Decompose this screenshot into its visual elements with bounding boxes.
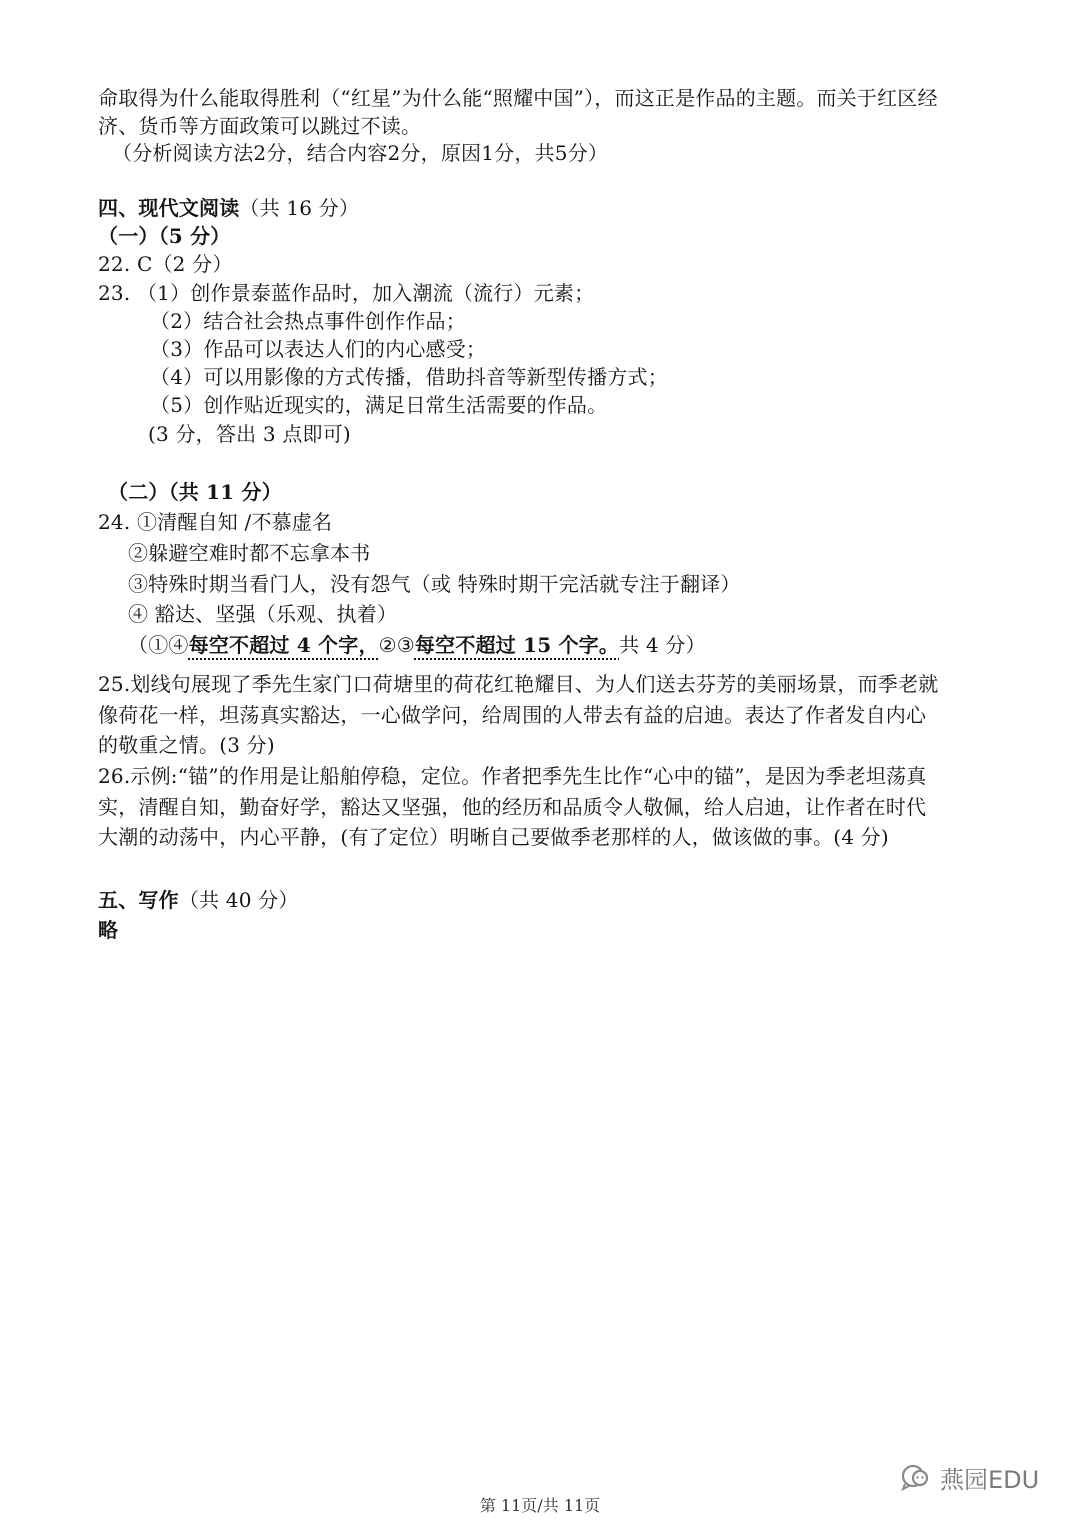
answer-24-item-4: ④ 豁达、坚强（乐观、执着） [128, 602, 398, 626]
section-score: （共 16 分） [239, 196, 360, 220]
section-title: 四、现代文阅读 [98, 196, 240, 220]
answer-23-item-1: 23. （1）创作景泰蓝作品时，加入潮流（流行）元素； [98, 281, 595, 305]
subsection-heading-1: （一）（5 分） [98, 224, 231, 248]
answer-24-item-3: ③特殊时期当看门人，没有怨气（或 特殊时期干完活就专注于翻译） [128, 572, 741, 596]
answer-26-line: 26.示例:“锚”的作用是让船舶停稳，定位。作者把季先生比作“心中的锚”，是因为季老坦荡真 [98, 764, 927, 788]
section-heading-4 [98, 194, 359, 222]
paragraph-line: 命取得为什么能取得胜利（“红星”为什么能“照耀中国”），而这正是作品的主题。而关于红区经 [98, 86, 938, 110]
score-note: （分析阅读方法2分，结合内容2分，原因1分，共5分） [112, 141, 609, 165]
answer-23-item-4: （4）可以用影像的方式传播，借助抖音等新型传播方式； [150, 365, 668, 389]
paragraph-line: 济、货币等方面政策可以跳过不读。 [98, 114, 422, 138]
note-emphasis: 每空不超过 15 个字。 [414, 633, 620, 657]
section-5-body: 略 [98, 918, 119, 942]
answer-26-line: 实，清醒自知，勤奋好学，豁达又坚强，他的经历和品质令人敬佩，给人启迪，让作者在时代 [98, 795, 927, 819]
section-heading-5 [98, 886, 299, 914]
answer-22: 22. C（2 分） [98, 252, 233, 276]
answer-23-item-3: （3）作品可以表达人们的内心感受； [150, 337, 487, 361]
answer-24-score-note [128, 631, 706, 659]
answer-24-item-2: ②躲避空难时都不忘拿本书 [128, 541, 371, 565]
answer-25-line: 25.划线句展现了季先生家门口荷塘里的荷花红艳耀目、为人们送去芬芳的美丽场景，而季老就 [98, 672, 939, 696]
subsection-heading-2: （二）（共 11 分） [108, 480, 282, 504]
watermark [900, 1460, 1039, 1494]
answer-23-item-2: （2）结合社会热点事件创作作品； [150, 309, 466, 333]
answer-26-line: 大潮的动荡中，内心平静，(有了定位）明晰自己要做季老那样的人，做该做的事。(4 分) [98, 825, 889, 849]
note-part: （①④ [128, 633, 189, 657]
watermark-text: 燕园EDU [940, 1465, 1040, 1494]
answer-25-line: 像荷花一样，坦荡真实豁达，一心做学问，给周围的人带去有益的启迪。表达了作者发自内心 [98, 703, 927, 727]
answer-23-item-5: （5）创作贴近现实的，满足日常生活需要的作品。 [150, 393, 608, 417]
section-score: （共 40 分） [178, 888, 299, 912]
section-title: 五、写作 [98, 888, 179, 912]
answer-24-item-1: 24. ①清醒自知 /不慕虚名 [98, 510, 333, 534]
wechat-official-account-icon [900, 1462, 932, 1492]
note-emphasis: 每空不超过 4 个字， [188, 633, 379, 657]
page-number: 第 11页/共 11页 [479, 1496, 601, 1515]
answer-25-line: 的敬重之情。(3 分) [98, 733, 275, 757]
note-part: 共 4 分） [619, 633, 706, 657]
answer-23-score: (3 分，答出 3 点即可) [148, 422, 351, 446]
note-part: ②③ [378, 633, 415, 657]
